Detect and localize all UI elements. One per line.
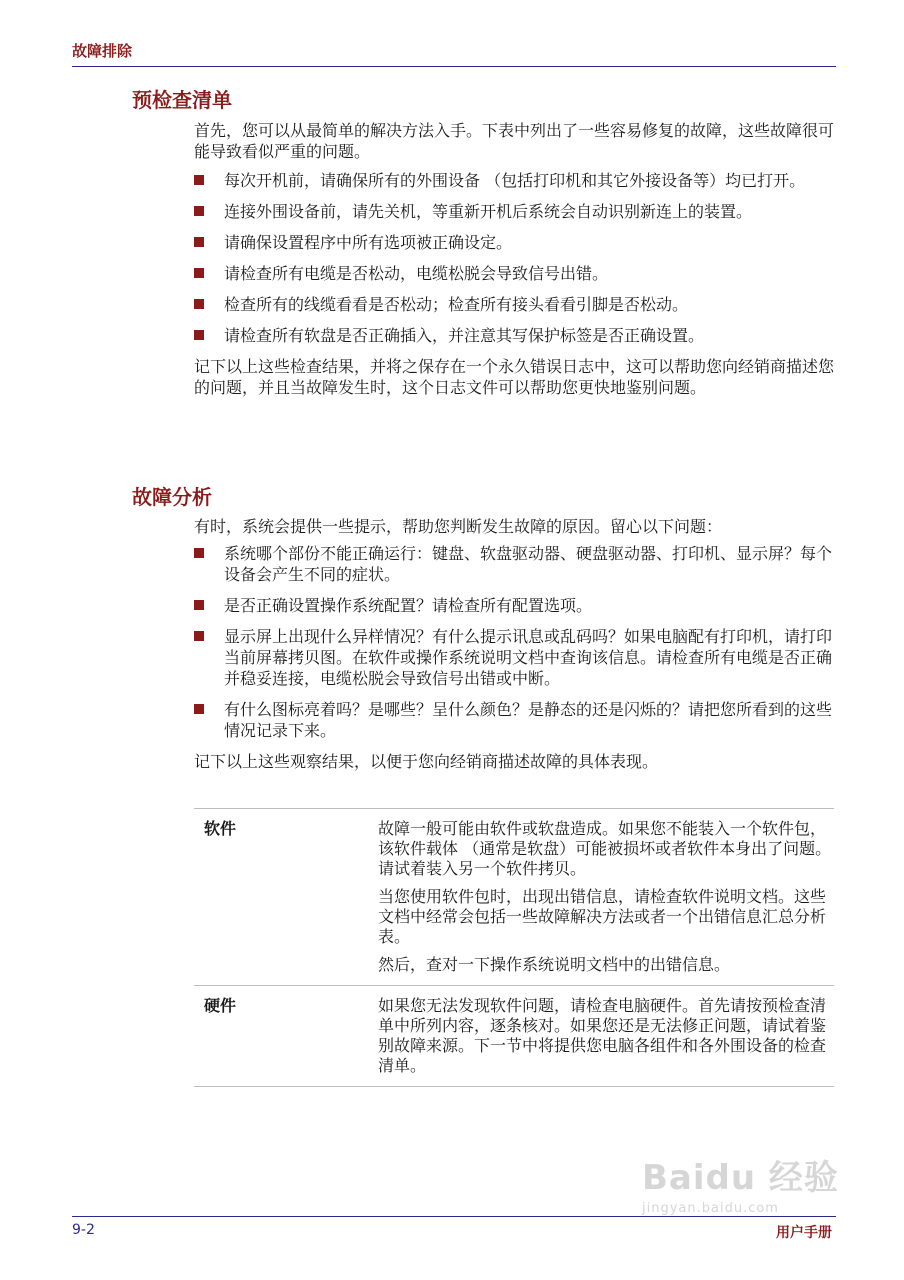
- row-desc-software: [378, 809, 834, 986]
- list-item: 每次开机前，请确保所有的外围设备 （包括打印机和其它外接设备等）均已打开。: [194, 170, 834, 191]
- header-rule: [72, 66, 836, 67]
- watermark-url: jingyan.baidu.com: [642, 1201, 779, 1216]
- bullet-square-icon: [194, 600, 204, 610]
- analysis-intro: 有时，系统会提供一些提示，帮助您判断发生故障的原因。留心以下问题：: [194, 517, 723, 536]
- list-item: 是否正确设置操作系统配置？请检查所有配置选项。: [194, 595, 834, 616]
- row-label-software: 软件: [194, 809, 378, 986]
- list-item: 请确保设置程序中所有选项被正确设定。: [194, 232, 834, 253]
- bullet-square-icon: [194, 268, 204, 278]
- bullet-square-icon: [194, 330, 204, 340]
- precheck-list: [194, 170, 834, 346]
- list-item: 系统哪个部份不能正确运行：键盘、软盘驱动器、硬盘驱动器、打印机、显示屏？每个设备会产生不同的症状。: [194, 543, 834, 585]
- footer-title: 用户手册: [776, 1225, 832, 1241]
- row-desc-hardware: [378, 986, 834, 1087]
- bullet-square-icon: [194, 704, 204, 714]
- bullet-square-icon: [194, 299, 204, 309]
- watermark: [642, 1150, 852, 1216]
- page-number: 9-2: [72, 1222, 95, 1238]
- list-item: 有什么图标亮着吗？是哪些？呈什么颜色？是静态的还是闪烁的？请把您所看到的这些情况记录下来。: [194, 699, 834, 741]
- list-item: 请检查所有电缆是否松动，电缆松脱会导致信号出错。: [194, 263, 834, 284]
- analysis-list: [194, 543, 834, 741]
- header-title: 故障排除: [72, 42, 133, 60]
- section-precheck-body: [194, 120, 834, 398]
- table-row: [194, 986, 834, 1087]
- list-item: 请检查所有软盘是否正确插入，并注意其写保护标签是否正确设置。: [194, 325, 834, 346]
- precheck-outro: 记下以上这些检查结果，并将之保存在一个永久错误日志中，这可以帮助您向经销商描述您的问题，并且当故障发生时，这个日志文件可以帮助您更快地鉴别问题。: [194, 357, 835, 397]
- list-item: 连接外围设备前，请先关机，等重新开机后系统会自动识别新连上的装置。: [194, 201, 834, 222]
- bullet-square-icon: [194, 548, 204, 558]
- baidu-logo: Baidu 经验: [642, 1158, 839, 1198]
- bullet-square-icon: [194, 206, 204, 216]
- footer-rule: [72, 1216, 836, 1217]
- bullet-square-icon: [194, 175, 204, 185]
- fault-source-table: [194, 808, 834, 1087]
- section-heading-precheck: 预检查清单: [132, 88, 232, 112]
- list-item: 显示屏上出现什么异样情况？有什么提示讯息或乱码吗？如果电脑配有打印机，请打印当前屏幕拷贝图。在软件或操作系统说明文档中查询该信息。请检查所有电缆是否正确并稳妥连接，电缆松脱会导致信号出错或中断。: [194, 626, 834, 689]
- row-label-hardware: 硬件: [194, 986, 378, 1087]
- table-paragraph: 然后，查对一下操作系统说明文档中的出错信息。: [378, 955, 731, 974]
- analysis-outro: 记下以上这些观察结果，以便于您向经销商描述故障的具体表现。: [194, 752, 659, 771]
- table-row: [194, 809, 834, 986]
- bullet-square-icon: [194, 237, 204, 247]
- section-heading-analysis: 故障分析: [132, 485, 212, 509]
- table-paragraph: 故障一般可能由软件或软盘造成。如果您不能装入一个软件包，该软件载体 （通常是软盘）可能被损坏或者软件本身出了问题。请试着装入另一个软件拷贝。: [378, 819, 832, 878]
- bullet-square-icon: [194, 631, 204, 641]
- table-paragraph: 如果您无法发现软件问题，请检查电脑硬件。首先请按预检查清单中所列内容，逐条核对。如果您还是无法修正问题，请试着鉴别故障来源。下一节中将提供您电脑各组件和各外围设备的检查清单。: [378, 996, 827, 1075]
- table-paragraph: 当您使用软件包时，出现出错信息，请检查软件说明文档。这些文档中经常会包括一些故障解决方法或者一个出错信息汇总分析表。: [378, 887, 827, 946]
- list-item: 检查所有的线缆看看是否松动；检查所有接头看看引脚是否松动。: [194, 294, 834, 315]
- section-analysis-body: [194, 516, 834, 772]
- precheck-intro: 首先，您可以从最简单的解决方法入手。下表中列出了一些容易修复的故障，这些故障很可能导致看似严重的问题。: [194, 121, 835, 161]
